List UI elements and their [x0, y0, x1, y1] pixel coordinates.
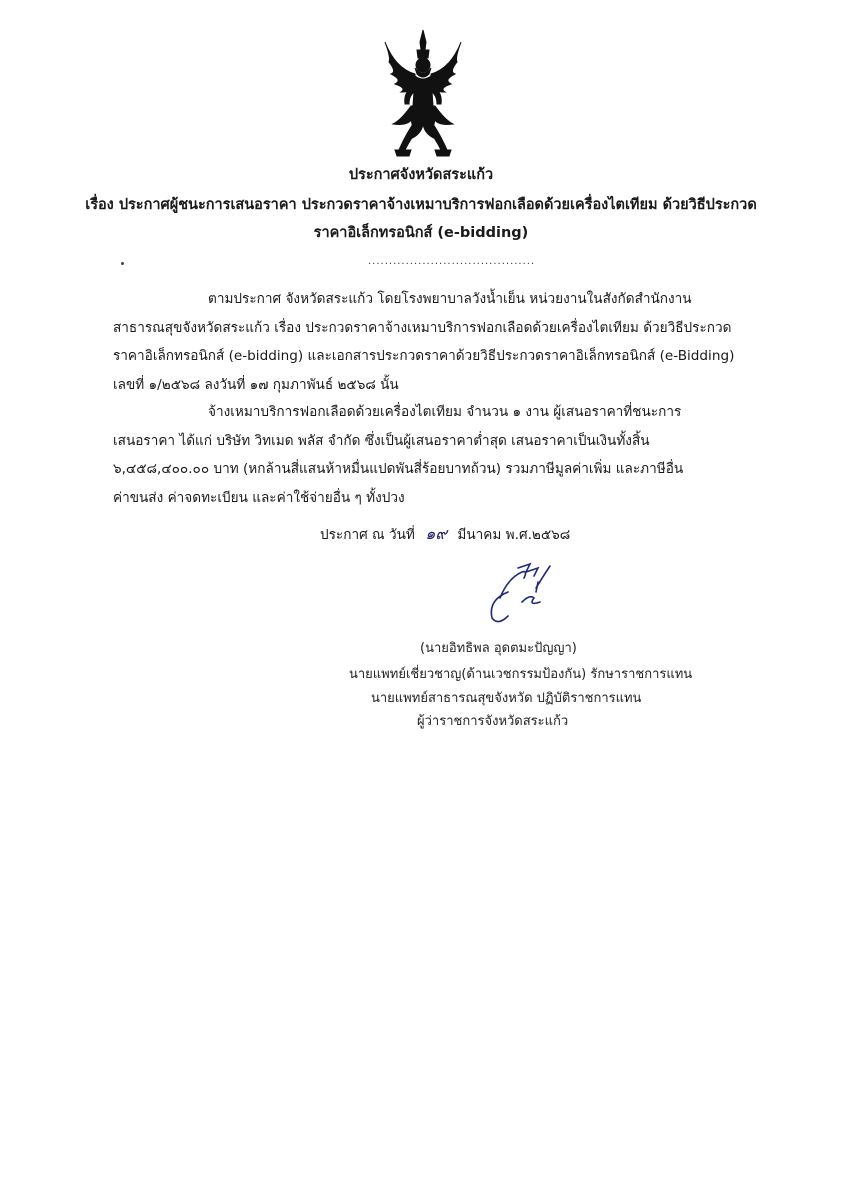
paragraph-reference — [113, 285, 773, 399]
paragraph-line: จ้างเหมาบริการฟอกเลือดด้วยเครื่องไตเทียม จำนวน ๑ งาน ผู้เสนอราคาที่ชนะการ — [208, 404, 682, 420]
date-month-year: มีนาคม พ.ศ.๒๕๖๘ — [457, 527, 571, 543]
paragraph-line: เลขที่ ๑/๒๕๖๘ ลงวันที่ ๑๗ กุมภาพันธ์ ๒๕๖๘ นั้น — [113, 376, 399, 393]
date-day-handwritten: ๑๙ — [425, 524, 448, 543]
announcement-issuer: ประกาศจังหวัดสระแก้ว — [348, 167, 494, 183]
dotted-divider: ........................................ — [368, 256, 536, 267]
paragraph-line: ค่าขนส่ง ค่าจดทะเบียน และค่าใช้จ่ายอื่น ๆ ทั้งปวง — [113, 489, 405, 506]
paragraph-line: เสนอราคา ได้แก่ บริษัท วิทเมด พลัส จำกัด ซึ่งเป็นผู้เสนอราคาต่ำสุด เสนอราคาเป็นเงินทั้งสิ้น — [113, 432, 650, 449]
paragraph-line: ตามประกาศ จังหวัดสระแก้ว โดยโรงพยาบาลวังน้ำเย็น หน่วยงานในสังกัดสำนักงาน — [208, 291, 692, 307]
paragraph-winner — [113, 398, 773, 512]
signer-acting-position: นายแพทย์สาธารณสุขจังหวัด ปฏิบัติราชการแทน — [371, 691, 642, 706]
announcement-subject-continued: ราคาอิเล็กทรอนิกส์ (e-bidding) — [313, 225, 529, 241]
signer-position: นายแพทย์เชี่ยวชาญ(ด้านเวชกรรมป้องกัน) รักษาราชการแทน — [349, 667, 693, 682]
date-prefix: ประกาศ ณ วันที่ — [320, 527, 415, 543]
paragraph-line: ๖,๔๕๘,๔๐๐.๐๐ บาท (หกล้านสี่แสนห้าหมื่นแปดพันสี่ร้อยบาทถ้วน) รวมภาษีมูลค่าเพิ่ม และภาษีอื่น — [113, 461, 684, 477]
announcement-date — [320, 522, 570, 547]
announcement-subject: เรื่อง ประกาศผู้ชนะการเสนอราคา ประกวดราคาจ้างเหมาบริการฟอกเลือดด้วยเครื่องไตเทียม ด้วยวิธีประกวด — [85, 197, 757, 213]
handwritten-signature-icon — [478, 558, 558, 628]
paragraph-line: สาธารณสุขจังหวัดสระแก้ว เรื่อง ประกวดราคาจ้างเหมาบริการฟอกเลือดด้วยเครื่องไตเทียม ด้วยวิธีประกวด — [113, 319, 732, 336]
signer-name: (นายอิทธิพล อุดตมะปัญญา) — [420, 641, 577, 656]
garuda-emblem-icon — [381, 28, 465, 160]
signer-governor-position: ผู้ว่าราชการจังหวัดสระแก้ว — [417, 714, 569, 729]
stray-dot-mark — [121, 262, 124, 265]
paragraph-line: ราคาอิเล็กทรอนิกส์ (e-bidding) และเอกสารประกวดราคาด้วยวิธีประกวดราคาอิเล็กทรอนิกส์ (e-Bidding) — [113, 348, 735, 364]
